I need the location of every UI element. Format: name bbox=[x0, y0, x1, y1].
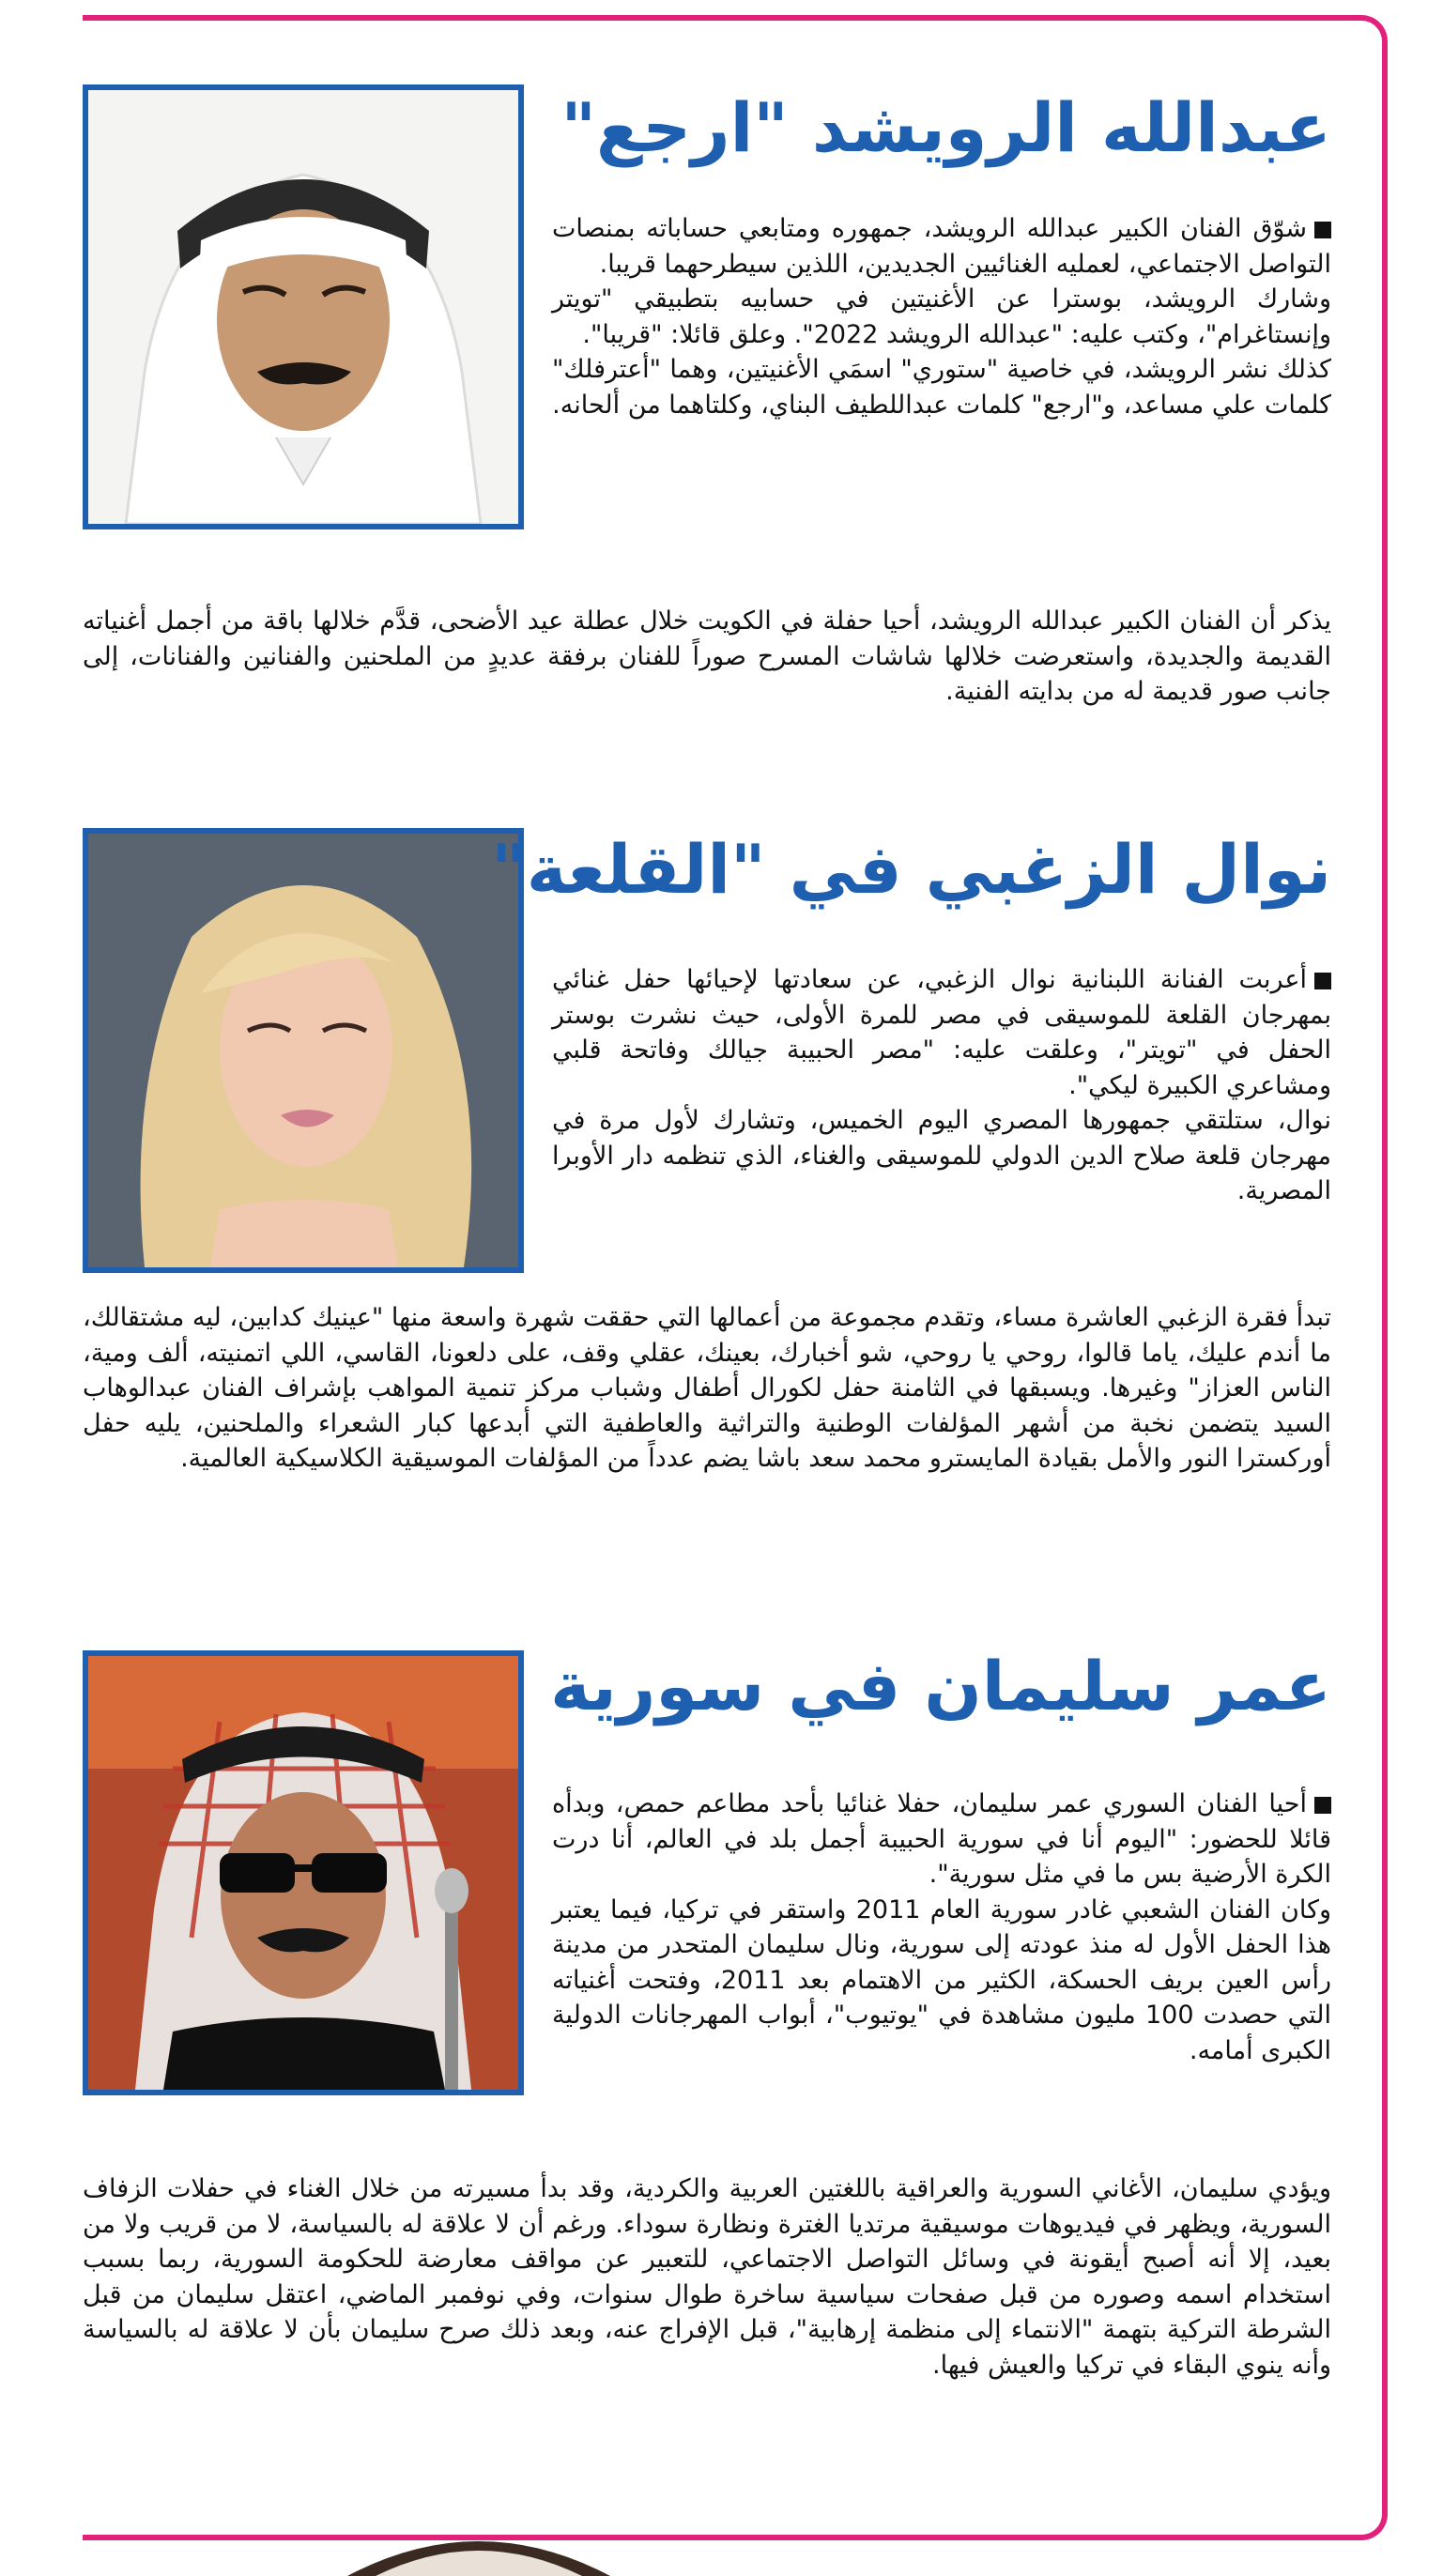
paragraph: يذكر أن الفنان الكبير عبدالله الرويشد، أحيا حفلة في الكويت خلال عطلة عيد الأضحى، قدَّم خلالها باقة من أجمل أغنياته القديمة والجديدة، واستعرضت خلالها شاشات المسرح صوراً للفنان برفقة عديدٍ من الملحنين والفنانين والفنانات، إلى جانب صور قديمة له من بدايته الفنية. bbox=[83, 606, 1331, 706]
paragraph: نوال، ستلتقي جمهورها المصري اليوم الخميس، وتشارك لأول مرة في مهرجان قلعة صلاح الدين الدولي للموسيقى والغناء، الذي تنظمه دار الأوبرا المصرية. bbox=[552, 1106, 1331, 1205]
next-article-photo-crop bbox=[319, 2525, 638, 2576]
article-body-top bbox=[552, 962, 1331, 1209]
article-omar-souleyman bbox=[83, 1643, 1331, 2469]
bullet-square bbox=[1314, 973, 1331, 989]
paragraph: كذلك نشر الرويشد، في خاصية "ستوري" اسمَي الأغنيتين، وهما "أعترفلك" كلمات علي مساعد، و"ارجع" كلمات عبداللطيف البناي، وكلتاهما من ألحانه. bbox=[552, 355, 1331, 420]
article-nawal-zoghbi bbox=[83, 817, 1331, 1587]
paragraph: وكان الفنان الشعبي غادر سورية العام 2011 واستقر في تركيا، فيما يعتبر هذا الحفل الأول له منذ عودته إلى سورية، ونال سليمان المتحدر من مدينة رأس العين بريف الحسكة، الكثير من الاهتمام بعد 2011، وفتحت أغنياته التي حصدت 100 مليون مشاهدة في "يوتيوب"، أبواب المهرجانات الدولية الكبرى أمامه. bbox=[552, 1894, 1332, 2065]
article-photo bbox=[83, 1650, 524, 2095]
paragraph: وشارك الرويشد، بوسترا عن الأغنيتين في حسابيه بتطبيقي "تويتر وإنستاغرام"، وكتب عليه: "عبدالله الرويشد 2022". وعلق قائلا: "قريبا". bbox=[552, 284, 1331, 349]
article-body-top bbox=[552, 1786, 1331, 2068]
bullet-square bbox=[1314, 1797, 1331, 1814]
bullet-square bbox=[1314, 222, 1331, 238]
paragraph: ويؤدي سليمان، الأغاني السورية والعراقية باللغتين العربية والكردية، وقد بدأ مسيرته من خلال الغناء في حفلات الزفاف السورية، ويظهر في فيديوهات موسيقية مرتديا الغترة ونظارة سوداء. ورغم أن لا علاقة له بالسياسة، لا من قريب ولا من بعيد، إلا أنه أصبح أيقونة في وسائل التواصل الاجتماعي، للتعبير عن مواقف معارضة للحكومة السورية، ربما بسبب استخدام اسمه وصوره من قبل صفحات سياسية ساخرة طوال سنوات، وفي نوفمبر الماضي، اعتقل سليمان من قبل الشرطة التركية بتهمة "الانتماء إلى منظمة إرهابية"، قبل الإفراج عنه، وبعد ذلك صرح سليمان بأن لا علاقة له بالسياسة وأنه ينوي البقاء في تركيا والعيش فيها. bbox=[83, 2174, 1331, 2380]
paragraph-text: شوّق الفنان الكبير عبدالله الرويشد، جمهوره ومتابعي حساباته بمنصات التواصل الاجتماعي، لعمليه الغنائيين الجديدين، اللذين سيطرحهما قريبا. bbox=[552, 214, 1331, 279]
paragraph bbox=[552, 962, 1331, 1103]
article-alruwaished bbox=[83, 75, 1331, 770]
portrait-image bbox=[88, 90, 518, 524]
paragraph bbox=[552, 1786, 1331, 1893]
article-body-bottom bbox=[83, 2171, 1331, 2383]
paragraph-text: أحيا الفنان السوري عمر سليمان، حفلا غنائيا بأحد مطاعم حمص، وبدأه قائلا للحضور: "اليوم أنا في سورية الحبيبة أجمل بلد في العالم، أنا درت الكرة الأرضية بس ما في مثل سورية". bbox=[552, 1789, 1331, 1889]
portrait-image bbox=[88, 834, 518, 1267]
article-headline: عبدالله الرويشد "ارجع" bbox=[560, 88, 1331, 167]
article-body-top bbox=[552, 211, 1331, 422]
article-headline: نوال الزغبي في "القلعة" bbox=[491, 830, 1331, 909]
article-body-bottom bbox=[83, 604, 1331, 710]
paragraph bbox=[552, 211, 1331, 282]
article-headline: عمر سليمان في سورية bbox=[550, 1647, 1331, 1725]
portrait-image bbox=[88, 1656, 518, 2090]
paragraph-text: أعربت الفنانة اللبنانية نوال الزغبي، عن سعادتها لإحيائها حفل غنائي بمهرجان القلعة للموسيقى في مصر للمرة الأولى، حيث نشرت بوستر الحفل في "تويتر"، وعلقت عليه: "مصر الحبيبة جيالك وفاتحة قلبي ومشاعري الكبيرة ليكي". bbox=[552, 965, 1331, 1100]
article-body-bottom bbox=[83, 1300, 1331, 1477]
paragraph: تبدأ فقرة الزغبي العاشرة مساء، وتقدم مجموعة من أعمالها التي حققت شهرة واسعة منها "عينيك كدابين، ليه مشتقالك، ما أندم عليك، ياما قالوا، روحي يا روحي، شو أخبارك، بعينك، عقلي وقف، على دلعونا، القاسي، اللي اتمنيته، ألف ومية، الناس العزاز" وغيرها. ويسبقها في الثامنة حفل لكورال أطفال وشباب مركز تنمية المواهب بإشراف الفنان عبدالوهاب السيد يتضمن نخبة من أشهر المؤلفات الوطنية والتراثية والعاطفية التي أبدعها كبار الشعراء والملحنين، يليه حفل أوركسترا النور والأمل بقيادة المايسترو محمد سعد باشا يضم عدداً من المؤلفات الموسيقية الكلاسيكية العالمية. bbox=[83, 1303, 1331, 1473]
article-photo bbox=[83, 84, 524, 529]
article-photo bbox=[83, 828, 524, 1273]
